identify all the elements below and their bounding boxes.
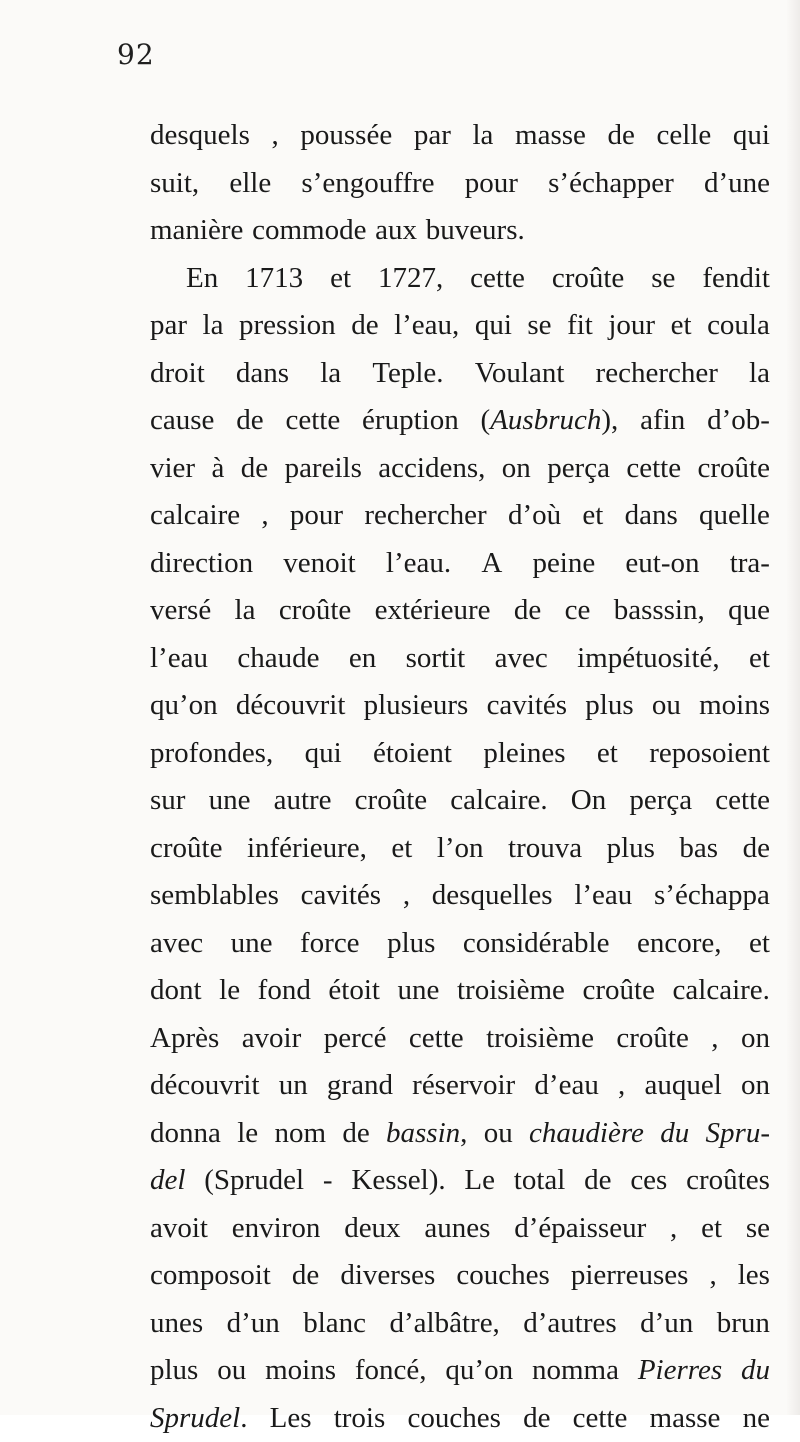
word: d’eau [534,1062,598,1110]
word: de [351,302,378,350]
word: avec [150,920,203,968]
word: troisième [457,967,565,1015]
word: force [300,920,360,968]
word: de [292,1252,319,1300]
word: masse [650,1395,721,1442]
word: de [236,397,263,445]
word: par [150,302,187,350]
word: calcaire [150,492,240,540]
word: basssin, [614,587,705,635]
word: elle [229,160,271,208]
word: perça [547,445,610,493]
word: croûte [552,255,624,303]
word: nom [274,1110,326,1158]
word: d’autres [523,1300,616,1348]
text-line [150,635,770,683]
word: fendit [702,255,770,303]
word: et [749,920,770,968]
word: desquels [150,112,250,160]
word: Voulant [475,350,565,398]
word: jour [608,302,655,350]
word: de [342,1110,369,1158]
word: se [527,302,551,350]
text-line [150,350,770,398]
word: croûte [698,445,770,493]
word: moins [699,682,770,730]
text-line [150,160,770,208]
word: avec [495,635,548,683]
word: donna [150,1110,221,1158]
word: qui [305,730,342,778]
word: qu’on [445,1347,513,1395]
word: l’eau. [386,540,451,588]
word: étoient [373,730,452,778]
word: sur [150,777,185,825]
word: Kessel). [351,1157,445,1205]
word: (Ausbruch), [481,397,619,445]
word: Teple. [372,350,443,398]
word: ces [630,1157,667,1205]
word: bas [679,825,718,873]
text-line [150,302,770,350]
word: , [709,1252,716,1300]
word: reposoient [649,730,770,778]
word: masse [515,112,586,160]
word: sortit [406,635,466,683]
word: En [186,255,218,303]
word: d’un [640,1300,693,1348]
word: del [150,1157,185,1205]
word: cause [150,397,214,445]
word: croûte [150,825,222,873]
word: peine [532,540,595,588]
text-line [150,967,770,1015]
word: dans [625,492,678,540]
word: calcaire. [450,777,547,825]
word: plus [387,920,435,968]
word: éruption [362,397,459,445]
body-text [150,112,770,1442]
word: qui [733,112,770,160]
word: qui [475,302,512,350]
word: de [523,1395,550,1442]
word: se [746,1205,770,1253]
text-line [150,112,770,160]
word: du [741,1347,770,1395]
text-line [150,207,770,255]
word: chaudière [529,1110,644,1158]
word: trois [334,1395,386,1442]
word: croûte [279,587,351,635]
text-line [150,872,770,920]
word: buveurs. [426,207,525,255]
word: la [203,302,224,350]
word: troisième [486,1015,594,1063]
word: plus [585,682,633,730]
text-line [150,825,770,873]
word: qu’on [150,682,218,730]
word: venoit [283,540,356,588]
word: plus [607,825,655,873]
word: pour [465,160,518,208]
word: d’ob- [707,397,770,445]
word: (Sprudel [204,1157,304,1205]
word: s’échapper [548,160,674,208]
word: unes [150,1300,203,1348]
word: moins [265,1347,336,1395]
word: , [618,1062,625,1110]
word: d’albâtre, [390,1300,500,1348]
text-line [150,445,770,493]
word: pour [290,492,343,540]
word: croûte [355,777,427,825]
word: deux [344,1205,400,1253]
word: de [608,112,635,160]
word: Pierres [638,1347,722,1395]
word: le [219,967,240,1015]
text-line [150,587,770,635]
word: et [701,1205,722,1253]
text-line [150,1062,770,1110]
word: avoir [242,1015,302,1063]
word: croûte [616,1015,688,1063]
word: rechercher [596,350,718,398]
word: perça [629,777,692,825]
word: total [514,1157,566,1205]
word: Après [150,1015,219,1063]
word: de [514,587,541,635]
word: eut-on [625,540,699,588]
word: , [261,492,268,540]
word: calcaire. [673,967,770,1015]
word: aux [375,207,417,255]
word: plus [150,1347,198,1395]
word: - [323,1157,333,1205]
word: commode [252,207,366,255]
word: percé [324,1015,387,1063]
word: droit [150,350,205,398]
word: les [738,1252,770,1300]
word: découvrit [236,682,346,730]
word: cavités [487,682,568,730]
word: avoit [150,1205,208,1253]
word: on [502,445,531,493]
word: et [391,825,412,873]
word: la [749,350,770,398]
word: autre [274,777,332,825]
word: de [743,825,770,873]
word: la [472,112,493,160]
word: et [749,635,770,683]
word: 1727, [378,255,443,303]
word: en [349,635,376,683]
word: et [582,492,603,540]
word: Sprudel. [150,1395,247,1442]
page-edge-shadow [786,0,800,1415]
word: d’une [704,160,770,208]
word: auquel [644,1062,721,1110]
word: on [741,1015,770,1063]
text-line [150,682,770,730]
word: s’échappa [654,872,770,920]
word: diverses [340,1252,435,1300]
word: inférieure, [247,825,367,873]
word: poussée [300,112,392,160]
word: le [237,1110,258,1158]
word: dans [236,350,289,398]
word: fit [567,302,593,350]
text-line [150,777,770,825]
word: nomma [532,1347,619,1395]
word: l’eau [150,635,208,683]
word: la [235,587,256,635]
word: profondes, [150,730,273,778]
text-line [150,1300,770,1348]
word: pression [239,302,336,350]
text-line [150,1395,770,1442]
word: considérable [463,920,610,968]
word: pierreuses [571,1252,689,1300]
word: ou [217,1347,246,1395]
text-line [150,540,770,588]
word: celle [657,112,712,160]
word: impétuosité, [577,635,720,683]
word: réservoir [412,1062,515,1110]
word: chaude [237,635,319,683]
word: suit, [150,160,199,208]
word: et [671,302,692,350]
text-line [150,397,770,445]
word: vier [150,445,195,493]
word: fond [258,967,311,1015]
word: coula [707,302,770,350]
word: de [241,445,268,493]
word: l’eau [574,872,632,920]
word: une [209,777,251,825]
text-line [150,1157,770,1205]
word: , [670,1205,677,1253]
word: blanc [303,1300,366,1348]
word: une [398,967,440,1015]
word: ce [565,587,591,635]
word: afin [640,397,685,445]
word: étoit [328,967,380,1015]
word: , [711,1015,718,1063]
text-line [150,1205,770,1253]
word: l’eau, [394,302,459,350]
word: cette [285,397,340,445]
word: on [741,1062,770,1110]
word: s’engouffre [301,160,434,208]
word: brun [717,1300,770,1348]
word: accidens, [378,445,485,493]
word: cette [409,1015,464,1063]
word: un [279,1062,308,1110]
word: croûtes [686,1157,770,1205]
word: croûte [582,967,654,1015]
word: semblables [150,872,279,920]
word: versé [150,587,211,635]
word: , [272,112,279,160]
word: extérieure [375,587,491,635]
word: direction [150,540,253,588]
word: se [651,255,675,303]
word: bassin, [386,1110,467,1158]
word: d’épaisseur [514,1205,646,1253]
word: couches [407,1395,500,1442]
text-line [150,1015,770,1063]
text-line [150,255,770,303]
word: composoit [150,1252,271,1300]
word: quelle [699,492,770,540]
word: ou [484,1110,513,1158]
word: plusieurs [364,682,469,730]
word: découvrit [150,1062,260,1110]
word: foncé, [355,1347,427,1395]
word: aunes [424,1205,490,1253]
word: grand [327,1062,393,1110]
word: cette [626,445,681,493]
text-line [150,1252,770,1300]
word: cette [715,777,770,825]
word: l’on [437,825,484,873]
word: couches [456,1252,549,1300]
text-line [150,1347,770,1395]
word: la [320,350,341,398]
word: 1713 [245,255,303,303]
word: trouva [508,825,582,873]
word: Le [464,1157,495,1205]
word: Les [270,1395,312,1442]
word: A [481,540,502,588]
word: une [231,920,273,968]
word: tra- [730,540,770,588]
word: et [597,730,618,778]
word: cette [470,255,525,303]
word: de [584,1157,611,1205]
word: manière [150,207,243,255]
text-line [150,730,770,778]
word: ne [743,1395,770,1442]
word: cette [573,1395,628,1442]
page-number: 92 [117,38,155,71]
word: Spru- [706,1110,770,1158]
text-line [150,920,770,968]
word: du [660,1110,689,1158]
word: On [571,777,606,825]
word: ou [652,682,681,730]
word: dont [150,967,202,1015]
word: que [728,587,770,635]
word: à [212,445,225,493]
word: encore, [637,920,722,968]
word: pareils [285,445,362,493]
word: rechercher [364,492,486,540]
word: d’où [508,492,561,540]
word: pleines [483,730,565,778]
word: , [403,872,410,920]
text-line [150,492,770,540]
word: desquelles [432,872,553,920]
word: par [414,112,451,160]
word: et [330,255,351,303]
word: d’un [227,1300,280,1348]
word: environ [232,1205,321,1253]
text-line [150,1110,770,1158]
word: cavités [301,872,382,920]
